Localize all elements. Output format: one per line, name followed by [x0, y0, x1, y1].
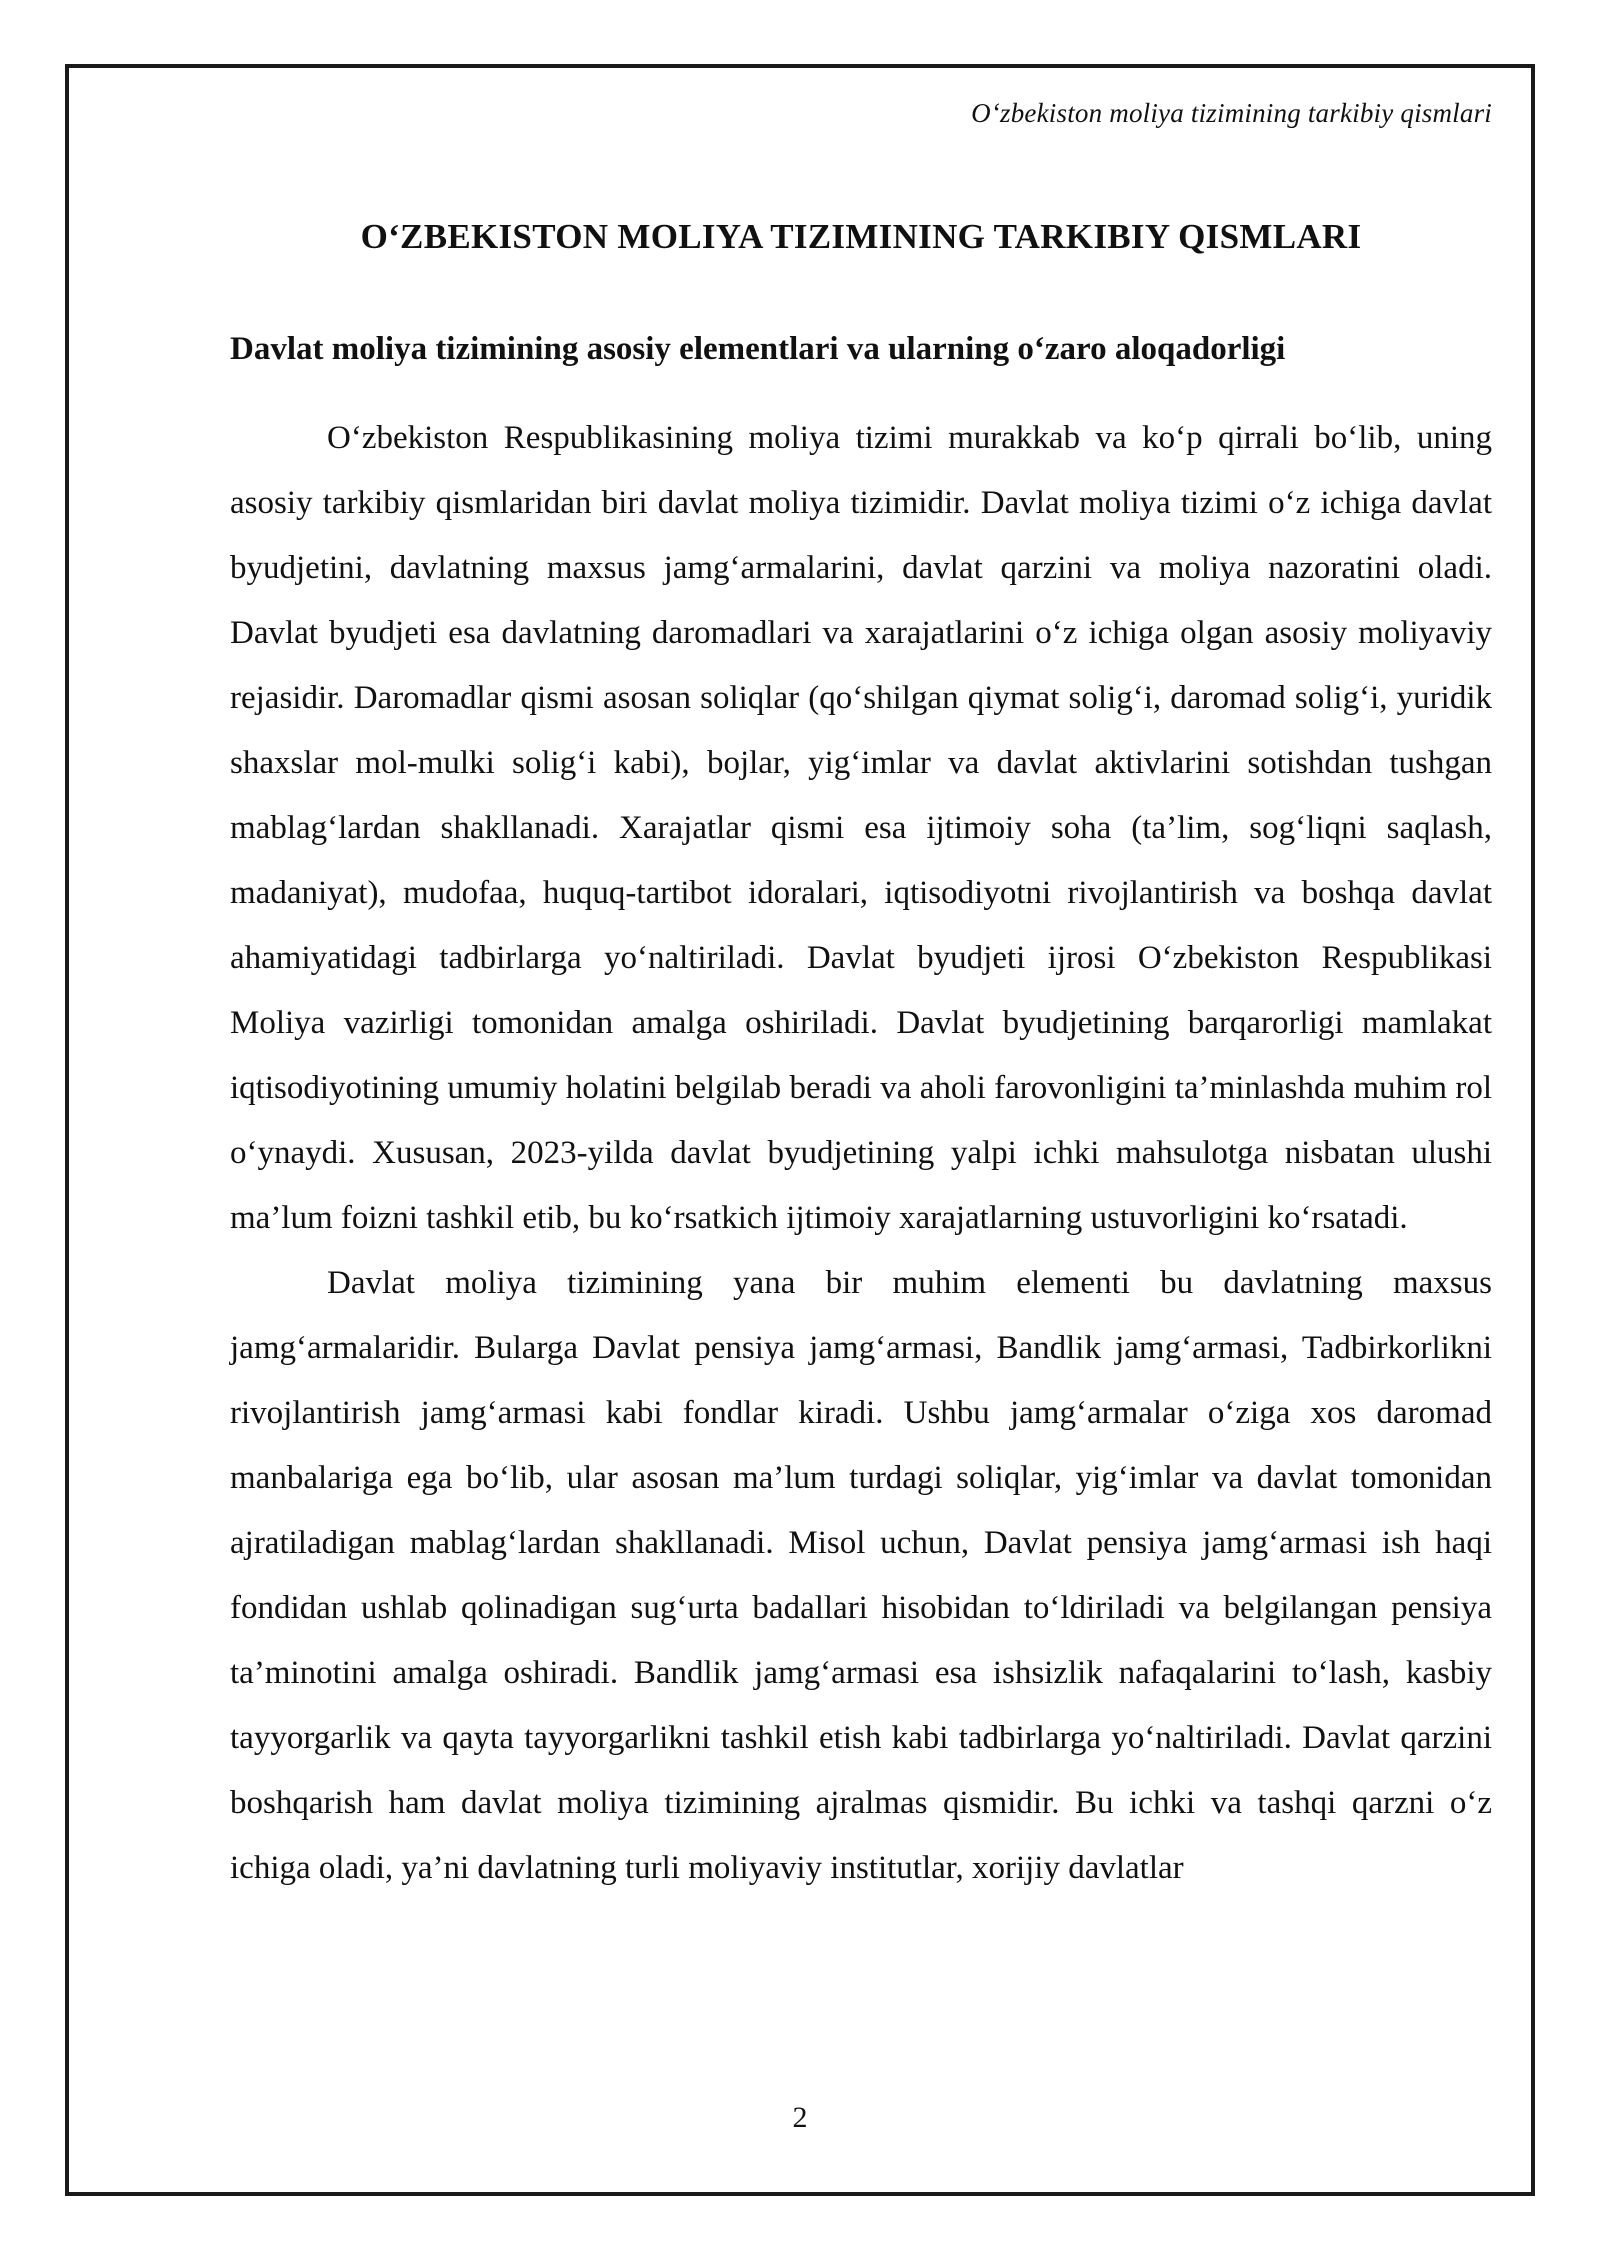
- body-text: [230, 406, 1492, 1901]
- page-number: 2: [792, 2101, 808, 2134]
- running-header: O‘zbekiston moliya tizimining tarkibiy qismlari: [971, 98, 1492, 128]
- section-heading: Davlat moliya tizimining asosiy elementlari va ularning o‘zaro aloqadorligi: [230, 331, 1286, 367]
- paragraph: O‘zbekiston Respublikasining moliya tizimi murakkab va ko‘p qirrali bo‘lib, uning asosiy tarkibiy qismlaridan biri davlat moliya tizimidir. Davlat moliya tizimi o‘z ichiga davlat byudjetini, davlatning maxsus jamg‘armalarini, davlat qarzini va moliya nazoratini oladi. Davlat byudjeti esa davlatning daromadlari va xarajatlarini o‘z ichiga olgan asosiy moliyaviy rejasidir. Daromadlar qismi asosan soliqlar (qo‘shilgan qiymat solig‘i, daromad solig‘i, yuridik shaxslar mol-mulki solig‘i kabi), bojlar, yig‘imlar va davlat aktivlarini sotishdan tushgan mablag‘lardan shakllanadi. Xarajatlar qismi esa ijtimoiy soha (ta’lim, sog‘liqni saqlash, madaniyat), mudofaa, huquq-tartibot idoralari, iqtisodiyotni rivojlantirish va boshqa davlat ahamiyatidagi tadbirlarga yo‘naltiriladi. Davlat byudjeti ijrosi O‘zbekiston Respublikasi Moliya vazirligi tomonidan amalga oshiriladi. Davlat byudjetining barqarorligi mamlakat iqtisodiyotining umumiy holatini belgilab beradi va aholi farovonligini ta’minlashda muhim rol o‘ynaydi. Xususan, 2023-yilda davlat byudjetining yalpi ichki mahsulotga nisbatan ulushi ma’lum foizni tashkil etib, bu ko‘rsatkich ijtimoiy xarajatlarning ustuvorligini ko‘rsatadi.: [230, 420, 1492, 1236]
- document-title: O‘ZBEKISTON MOLIYA TIZIMINING TARKIBIY QISMLARI: [360, 217, 1362, 256]
- paragraph: Davlat moliya tizimining yana bir muhim elementi bu davlatning maxsus jamg‘armalaridir. Bularga Davlat pensiya jamg‘armasi, Bandlik jamg‘armasi, Tadbirkorlikni rivojlantirish jamg‘armasi kabi fondlar kiradi. Ushbu jamg‘armalar o‘ziga xos daromad manbalariga ega bo‘lib, ular asosan ma’lum turdagi soliqlar, yig‘imlar va davlat tomonidan ajratiladigan mablag‘lardan shakllanadi. Misol uchun, Davlat pensiya jamg‘armasi ish haqi fondidan ushlab qolinadigan sug‘urta badallari hisobidan to‘ldiriladi va belgilangan pensiya ta’minotini amalga oshiradi. Bandlik jamg‘armasi esa ishsizlik nafaqalarini to‘lash, kasbiy tayyorgarlik va qayta tayyorgarlikni tashkil etish kabi tadbirlarga yo‘naltiriladi. Davlat qarzini boshqarish ham davlat moliya tizimining ajralmas qismidir. Bu ichki va tashqi qarzni o‘z ichiga oladi, ya’ni davlatning turli moliyaviy institutlar, xorijiy davlatlar: [230, 1265, 1492, 1886]
